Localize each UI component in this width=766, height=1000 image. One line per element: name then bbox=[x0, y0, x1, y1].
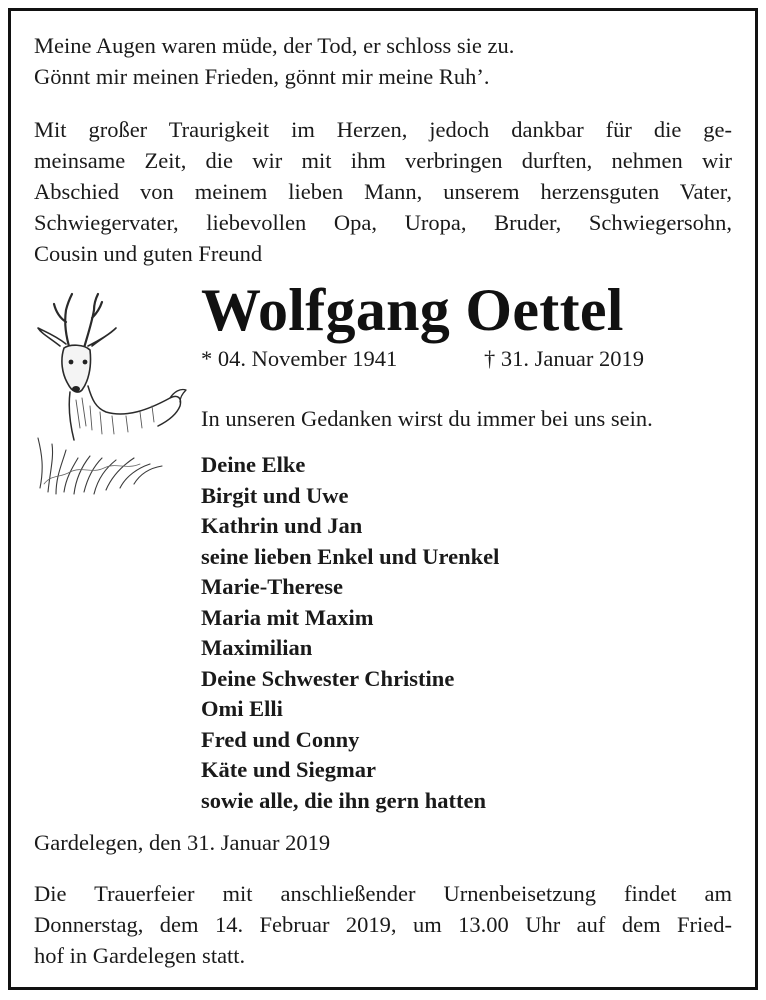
birth-date: * 04. November 1941 bbox=[201, 346, 398, 371]
death-date: † 31. Januar 2019 bbox=[484, 346, 644, 371]
funeral-line: Donnerstag, dem 14. Februar 2019, um 13.00 Uhr auf dem Fried- bbox=[34, 912, 732, 937]
poem-line: Meine Augen waren müde, der Tod, er schloss sie zu. bbox=[34, 33, 515, 58]
mourner-item: sowie alle, die ihn gern hatten bbox=[201, 787, 486, 813]
mourner-item: Deine Schwester Christine bbox=[201, 665, 455, 691]
intro-line: Mit großer Traurigkeit im Herzen, jedoch dankbar für die ge- bbox=[34, 117, 732, 142]
mourner-item: Fred und Conny bbox=[201, 726, 360, 752]
intro-line: Abschied von meinem lieben Mann, unserem herzensguten Vater, bbox=[34, 179, 732, 204]
intro-line: Cousin und guten Freund bbox=[34, 241, 263, 266]
mourner-item: Marie-Therese bbox=[201, 574, 344, 599]
mourner-item: Omi Elli bbox=[201, 696, 283, 721]
deer-illustration bbox=[30, 288, 192, 500]
mourner-item: Maximilian bbox=[201, 635, 313, 660]
mourner-item: Maria mit Maxim bbox=[201, 604, 374, 630]
mourner-item: seine lieben Enkel und Urenkel bbox=[201, 543, 500, 569]
intro-line: meinsame Zeit, die wir mit ihm verbringen durften, nehmen wir bbox=[34, 148, 732, 173]
place-and-date: Gardelegen, den 31. Januar 2019 bbox=[34, 830, 331, 855]
mourner-item: Deine Elke bbox=[201, 452, 306, 477]
mourner-item: Kathrin und Jan bbox=[201, 513, 363, 538]
funeral-line: hof in Gardelegen statt. bbox=[34, 943, 246, 968]
poem-line: Gönnt mir meinen Frieden, gönnt mir meine Ruh’. bbox=[34, 64, 490, 89]
mourner-item: Käte und Siegmar bbox=[201, 757, 377, 782]
poem bbox=[34, 30, 732, 92]
mourner-item: Birgit und Uwe bbox=[201, 482, 349, 508]
memorial-thought: In unseren Gedanken wirst du immer bei uns sein. bbox=[201, 406, 653, 431]
funeral-info bbox=[34, 878, 732, 971]
intro-text bbox=[34, 114, 732, 269]
mourners-list bbox=[201, 450, 499, 816]
funeral-line: Die Trauerfeier mit anschließender Urnenbeisetzung findet am bbox=[34, 881, 732, 906]
intro-line: Schwiegervater, liebevollen Opa, Uropa, Bruder, Schwiegersohn, bbox=[34, 210, 732, 235]
deceased-name: Wolfgang Oettel bbox=[201, 277, 624, 343]
